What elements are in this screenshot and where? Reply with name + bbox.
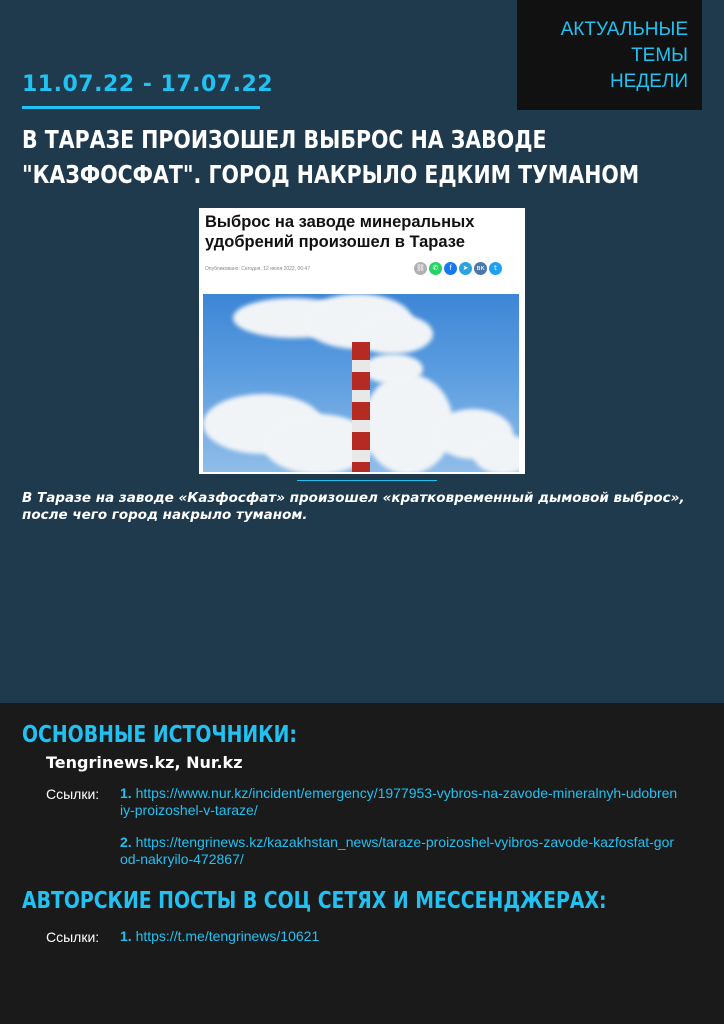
links-label: Ссылки: (46, 929, 100, 945)
badge-line-1: АКТУАЛЬНЫЕ ТЕМЫ (560, 19, 688, 66)
vk-icon: вк (474, 262, 487, 275)
badge-line-2: НЕДЕЛИ (609, 71, 688, 92)
smoke-stack-photo (203, 294, 519, 472)
link-icon: ⛓ (414, 262, 427, 275)
link-url[interactable]: https://www.nur.kz/incident/emergency/1977953-vybros-na-zavode-mineralnyh-udobreniy-proizoshel-v-taraze/ (120, 785, 678, 818)
news-caption: В Таразе на заводе «Казфосфат» произошел «кратковременный дымовой выброс», после чего город накрыло туманом. (22, 490, 685, 523)
caption-separator (297, 480, 437, 481)
source-link-1[interactable] (120, 785, 680, 819)
chimney (352, 342, 370, 472)
twitter-icon: t (489, 262, 502, 275)
news-meta: Опубликовано: Сегодня, 12 июля 2022, 06:47 (205, 266, 310, 272)
news-screenshot (199, 208, 525, 474)
author-link-1[interactable] (120, 928, 680, 945)
news-title: Выброс на заводе минеральных удобрений произошел в Таразе (205, 213, 475, 251)
headline: В ТАРАЗЕ ПРОИЗОШЕЛ ВЫБРОС НА ЗАВОДЕ "КАЗФОСФАТ". ГОРОД НАКРЫЛО ЕДКИМ ТУМАНОМ (22, 125, 640, 189)
link-number: 1. (120, 785, 132, 801)
link-url[interactable]: https://tengrinews.kz/kazakhstan_news/taraze-proizoshel-vyibros-zavode-kazfosfat-gorod-nakryilo-472867/ (120, 834, 675, 867)
telegram-icon: ➤ (459, 262, 472, 275)
link-url[interactable]: https://t.me/tengrinews/10621 (135, 928, 320, 944)
share-icons (414, 262, 502, 275)
source-names: Tengrinews.kz, Nur.kz (46, 753, 243, 772)
date-range: 11.07.22 - 17.07.22 (22, 72, 274, 97)
weekly-topics-badge (517, 0, 702, 110)
whatsapp-icon: ✆ (429, 262, 442, 275)
links-label: Ссылки: (46, 786, 100, 802)
facebook-icon: f (444, 262, 457, 275)
date-underline (22, 106, 260, 109)
main-sources-title: ОСНОВНЫЕ ИСТОЧНИКИ: (22, 722, 297, 748)
link-number: 1. (120, 928, 132, 944)
author-posts-title: АВТОРСКИЕ ПОСТЫ В СОЦ СЕТЯХ И МЕССЕНДЖЕРАХ: (22, 888, 607, 914)
link-number: 2. (120, 834, 132, 850)
source-link-2[interactable] (120, 834, 680, 868)
